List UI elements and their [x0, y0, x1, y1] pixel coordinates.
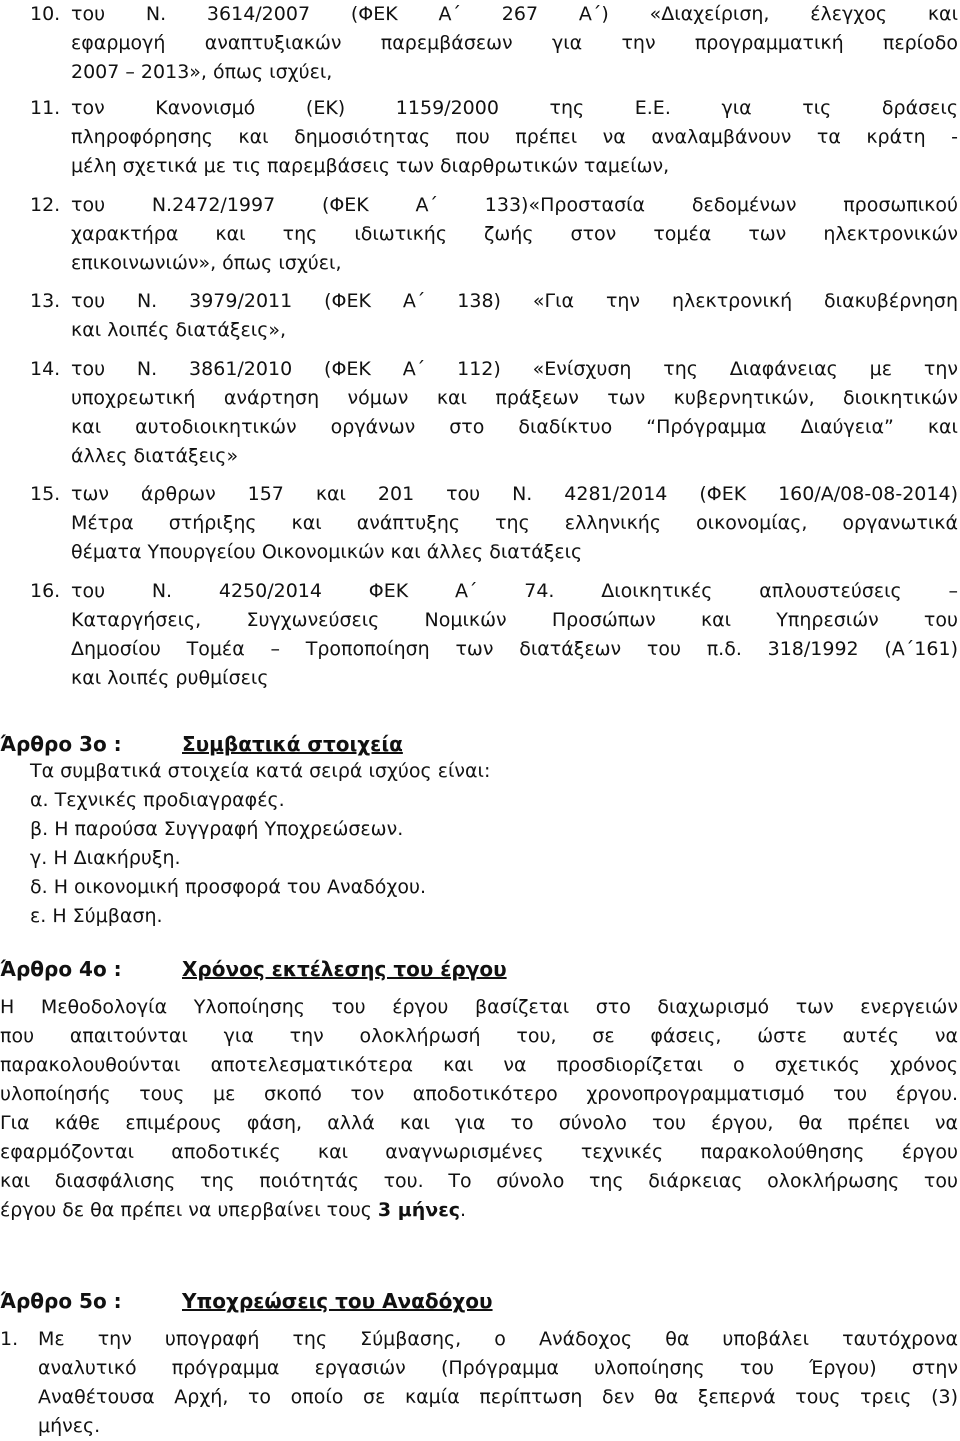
duration-emphasis: 3 μήνες: [377, 1199, 461, 1221]
paragraph-line: Για κάθε επιμέρους φάση, αλλά και για το σύνολο του έργου, θα πρέπει να: [0, 1112, 958, 1134]
paragraph-line: εφαρμόζονται αποδοτικές και αναγνωρισμένες τεχνικές παρακολούθησης έργου: [0, 1141, 958, 1163]
paragraph-line: και διασφάλισης της ποιότητάς του. Το σύνολο της διάρκειας ολοκλήρωσης του: [0, 1170, 958, 1192]
law-item-14: [30, 355, 958, 471]
article-3-heading: [0, 729, 403, 759]
paragraph-line: Η Μεθοδολογία Υλοποίησης του έργου βασίζεται στο διαχωρισμό των ενεργειών: [0, 996, 958, 1018]
item-line: του Ν. 3979/2011 (ΦΕΚ Α΄ 138) «Για την ηλεκτρονική διακυβέρνηση: [71, 290, 958, 312]
law-item-13: [30, 287, 958, 345]
intro-text: Τα συμβατικά στοιχεία κατά σειρά ισχύος είναι:: [30, 760, 491, 782]
list-item: δ. Η οικονομική προσφορά του Αναδόχου.: [30, 876, 427, 898]
item-line: των άρθρων 157 και 201 του Ν. 4281/2014 (ΦΕΚ 160/Α/08-08-2014): [71, 483, 958, 505]
item-line: χαρακτήρα και της ιδιωτικής ζωής στον τομέα των ηλεκτρονικών: [71, 223, 958, 245]
item-line: υποχρεωτική ανάρτηση νόμων και πράξεων των κυβερνητικών, διοικητικών: [71, 387, 958, 409]
item-line: Δημοσίου Τομέα – Τροποποίηση των διατάξεων του π.δ. 318/1992 (Α΄161): [71, 638, 958, 660]
item-line: του Ν. 4250/2014 ΦΕΚ Α΄ 74. Διοικητικές απλουστεύσεις –: [71, 580, 958, 602]
law-item-12: [30, 191, 958, 278]
article-title: Υποχρεώσεις του Αναδόχου: [182, 1289, 493, 1313]
paragraph-line: υλοποίησής τους με σκοπό τον αποδοτικότερο χρονοπρογραμματισμό του έργου.: [0, 1083, 958, 1105]
item-number: 11.: [30, 97, 61, 119]
item-number: 12.: [30, 194, 61, 216]
article-4-heading: [0, 954, 507, 984]
item-line: Καταργήσεις, Συγχωνεύσεις Νομικών Προσώπων και Υπηρεσιών του: [71, 609, 958, 631]
item-line: του Ν. 3614/2007 (ΦΕΚ Α΄ 267 Α΄) «Διαχείριση, έλεγχος και: [71, 3, 958, 25]
list-item: α. Τεχνικές προδιαγραφές.: [30, 789, 285, 811]
list-item: ε. Η Σύμβαση.: [30, 905, 163, 927]
item-line: 2007 – 2013», όπως ισχύει,: [71, 61, 333, 83]
article-label: Άρθρο 4ο :: [0, 957, 122, 981]
text-segment: έργου δε θα πρέπει να υπερβαίνει τους: [0, 1199, 378, 1221]
article-4-paragraph: [0, 993, 958, 1225]
item-number: 14.: [30, 358, 61, 380]
item-line: εφαρμογή αναπτυξιακών παρεμβάσεων για την προγραμματική περίοδο: [71, 32, 958, 54]
law-item-11: [30, 94, 958, 181]
item-line: και αυτοδιοικητικών οργάνων στο διαδίκτυο “Πρόγραμμα Διαύγεια” και: [71, 416, 958, 438]
item-line: πληροφόρησης και δημοσιότητας που πρέπει να αναλαμβάνουν τα κράτη -: [71, 126, 958, 148]
text-segment: .: [460, 1199, 467, 1221]
item-line: Μέτρα στήριξης και ανάπτυξης της ελληνικής οικονομίας, οργανωτικά: [71, 512, 958, 534]
paragraph-line: παρακολουθούνται αποτελεσματικότερα και να προσδιορίζεται ο σχετικός χρόνος: [0, 1054, 958, 1076]
item-line: τον Κανονισμό (ΕΚ) 1159/2000 της Ε.Ε. για τις δράσεις: [71, 97, 958, 119]
law-item-16: [30, 577, 958, 693]
obligation-item-1: [0, 1325, 958, 1441]
article-title: Συμβατικά στοιχεία: [182, 732, 403, 756]
law-item-15: [30, 480, 958, 567]
item-line: αναλυτικό πρόγραμμα εργασιών (Πρόγραμμα υλοποίησης του Έργου) στην: [38, 1357, 958, 1379]
item-line: μήνες.: [38, 1415, 101, 1437]
paragraph-line: που απαιτούνται για την ολοκλήρωσή του, σε φάσεις, ώστε αυτές να: [0, 1025, 958, 1047]
item-line: του Ν. 3861/2010 (ΦΕΚ Α΄ 112) «Ενίσχυση της Διαφάνειας με την: [71, 358, 958, 380]
item-line: άλλες διατάξεις»: [71, 445, 239, 467]
article-5-heading: [0, 1286, 493, 1316]
item-number: 16.: [30, 580, 61, 602]
item-line: Αναθέτουσα Αρχή, το οποίο σε καμία περίπτωση δεν θα ξεπερνά τους τρεις (3): [38, 1386, 958, 1408]
article-label: Άρθρο 5ο :: [0, 1289, 122, 1313]
item-number: 1.: [0, 1328, 19, 1350]
article-label: Άρθρο 3ο :: [0, 732, 122, 756]
list-item: β. Η παρούσα Συγγραφή Υποχρεώσεων.: [30, 818, 404, 840]
item-number: 13.: [30, 290, 61, 312]
article-title: Χρόνος εκτέλεσης του έργου: [182, 957, 507, 981]
law-item-10: [30, 0, 958, 87]
article-3-content: [30, 757, 490, 931]
item-line: θέματα Υπουργείου Οικονομικών και άλλες διατάξεις: [71, 541, 583, 563]
item-line: μέλη σχετικά με τις παρεμβάσεις των διαρθρωτικών ταμείων,: [71, 155, 670, 177]
item-number: 15.: [30, 483, 61, 505]
item-line: και λοιπές διατάξεις»,: [71, 319, 287, 341]
item-number: 10.: [30, 3, 61, 25]
paragraph-line-last: [0, 1196, 958, 1225]
item-line: και λοιπές ρυθμίσεις: [71, 667, 269, 689]
item-line: Με την υπογραφή της Σύμβασης, ο Ανάδοχος θα υποβάλει ταυτόχρονα: [38, 1328, 958, 1350]
item-line: του Ν.2472/1997 (ΦΕΚ Α΄ 133)«Προστασία δεδομένων προσωπικού: [71, 194, 958, 216]
list-item: γ. Η Διακήρυξη.: [30, 847, 181, 869]
item-line: επικοινωνιών», όπως ισχύει,: [71, 252, 342, 274]
